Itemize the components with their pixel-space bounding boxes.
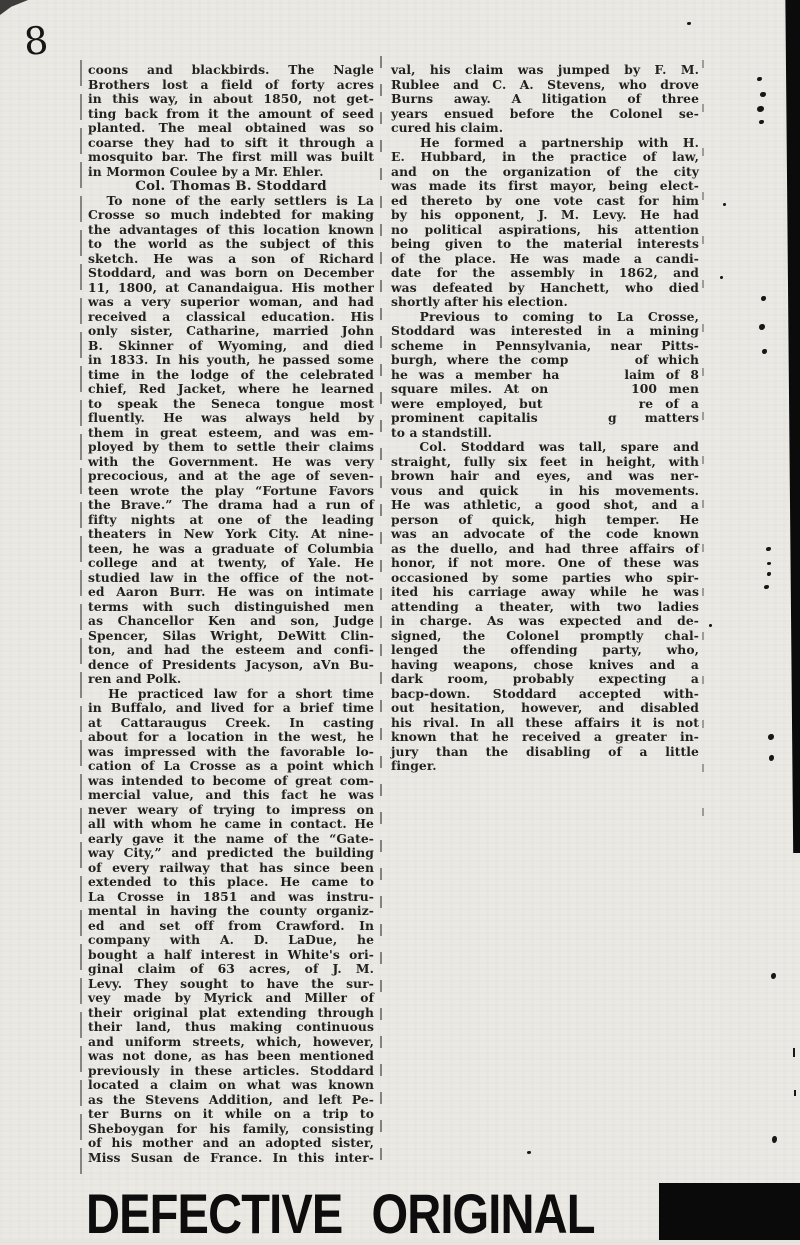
text-line: He practiced law for a short time <box>88 685 374 701</box>
text-line: mercial value, and this fact he was <box>88 787 374 802</box>
text-line: early gave it the name of the “Gate- <box>88 830 374 846</box>
text-line: ren and Polk. <box>88 671 182 686</box>
text-line: teen, he was a graduate of Columbia <box>88 540 374 556</box>
text-line: fluently. He was always held by <box>88 410 374 425</box>
article-paragraph <box>391 136 699 310</box>
article-heading <box>88 179 374 194</box>
text-line: mental in having the county organiz- <box>88 903 374 918</box>
text-line: Sheboygan for his family, consisting <box>88 1120 374 1136</box>
ink-speck <box>767 562 771 565</box>
ink-speck <box>757 77 762 81</box>
text-line: ployed by them to settle their claims <box>88 439 374 454</box>
text-line: val, his claim was jumped by F. M. <box>391 62 699 77</box>
text-line: ed thereto by one vote cast for him <box>391 192 699 208</box>
text-line: all with whom he came in contact. He <box>88 816 374 831</box>
ink-speck <box>771 973 776 979</box>
text-line: He formed a partnership with H. <box>391 134 699 150</box>
text-line: occasioned by some parties who spir- <box>391 569 699 585</box>
text-line: in Buffalo, and lived for a brief time <box>88 700 374 715</box>
text-line: Miss Susan de France. In this inter- <box>88 1149 374 1165</box>
text-line: in charge. As was expected and de- <box>391 613 699 628</box>
clipping-right-rule <box>702 60 704 835</box>
text-line: Brothers lost a field of forty acres <box>88 76 374 92</box>
text-line: as the duello, and had three affairs of <box>391 540 699 556</box>
text-line: about for a location in the west, he <box>88 729 374 744</box>
text-line: previously in these articles. Stoddard <box>88 1062 374 1078</box>
ink-speck <box>772 1136 777 1143</box>
text-line: ting back from it the amount of seed <box>88 105 374 121</box>
text-line: them in great esteem, and was em- <box>88 424 374 440</box>
text-line: precocious, and at the age of seven- <box>88 468 374 483</box>
text-line: square miles. At on 100 men <box>391 381 699 396</box>
text-line: cation of La Crosse as a point which <box>88 758 374 773</box>
text-line: and on the organization of the city <box>391 163 699 179</box>
corner-ink-mark <box>0 0 28 15</box>
text-line: dark room, probably expecting a <box>391 671 699 686</box>
text-line: date for the assembly in 1862, and <box>391 265 699 280</box>
text-line: Stoddard was interested in a mining <box>391 323 699 338</box>
text-line: received a classical education. His <box>88 308 374 324</box>
text-line: as the Stevens Addition, and left Pe- <box>88 1091 374 1107</box>
ink-speck <box>760 92 766 97</box>
ink-speck <box>767 572 771 576</box>
text-line: vous and quick in his movements. <box>391 482 699 498</box>
text-line: Col. Thomas B. Stoddard <box>135 178 327 194</box>
text-line: signed, the Colonel promptly chal- <box>391 627 699 643</box>
text-line: ginal claim of 63 acres, of J. M. <box>88 961 374 976</box>
text-line: at Cattaraugus Creek. In casting <box>88 714 374 730</box>
text-line: studied law in the office of the not- <box>88 569 374 585</box>
text-line: B. Skinner of Wyoming, and died <box>88 337 374 353</box>
scan-corner-black-block <box>659 1183 800 1240</box>
text-line: never weary of trying to impress on <box>88 801 374 817</box>
text-line: out hesitation, however, and disabled <box>391 700 699 715</box>
text-line: his rival. In all these affairs it is not <box>391 714 699 730</box>
text-line: was made its first mayor, being elect- <box>391 178 699 193</box>
text-line: the Brave.” The drama had a run of <box>88 497 374 512</box>
text-line: was an advocate of the code known <box>391 526 699 541</box>
text-line: Rublee and C. A. Stevens, who drove <box>391 76 699 92</box>
text-line: time in the lodge of the celebrated <box>88 366 374 382</box>
text-line: La Crosse in 1851 and was instru- <box>88 888 374 904</box>
ink-speck <box>527 1151 531 1154</box>
text-line: E. Hubbard, in the practice of law, <box>391 149 699 164</box>
text-line: bought a half interest in White's ori- <box>88 946 374 962</box>
text-line: being given to the material interests <box>391 236 699 251</box>
text-line: vey made by Myrick and Miller of <box>88 990 374 1005</box>
ink-speck <box>769 755 774 761</box>
ink-speck <box>720 276 723 279</box>
text-line: Previous to coming to La Crosse, <box>391 308 699 324</box>
scan-edge-mark <box>793 1048 795 1057</box>
text-line: in 1833. In his youth, he passed some <box>88 352 374 367</box>
handwritten-page-number: 8 <box>22 18 51 64</box>
ink-speck <box>768 734 774 740</box>
text-line: Levy. They sought to have the sur- <box>88 975 374 991</box>
text-line: coons and blackbirds. The Nagle <box>88 62 374 77</box>
ink-speck <box>761 296 766 301</box>
ink-speck <box>762 349 767 354</box>
text-line: planted. The meal obtained was so <box>88 120 374 135</box>
text-line: their land, thus making continuous <box>88 1019 374 1034</box>
text-line: fifty nights at one of the leading <box>88 511 374 527</box>
text-line: finger. <box>391 758 437 773</box>
ink-speck <box>687 22 691 25</box>
text-line: no political aspirations, his attention <box>391 221 699 237</box>
text-line: college and at twenty, of Yale. He <box>88 555 374 570</box>
text-line: of every railway that has since been <box>88 859 374 875</box>
text-line: chief, Red Jacket, where he learned <box>88 381 374 396</box>
article-paragraph <box>88 687 374 1166</box>
text-line: ed Aaron Burr. He was on intimate <box>88 584 374 599</box>
text-line: Spencer, Silas Wright, DeWitt Clin- <box>88 627 374 643</box>
text-line: with the Government. He was very <box>88 453 374 469</box>
text-line: located a claim on what was known <box>88 1077 374 1092</box>
text-line: to a standstill. <box>391 424 493 440</box>
text-line: burgh, where the comp of which <box>391 352 699 367</box>
text-line: ter Burns on it while on a trip to <box>88 1106 374 1121</box>
article-paragraph <box>88 194 374 687</box>
ink-speck <box>759 120 764 124</box>
text-line: years ensued before the Colonel se- <box>391 105 699 121</box>
text-line: was intended to become of great com- <box>88 772 374 788</box>
text-line: were employed, but re of a <box>391 395 699 411</box>
text-line: shortly after his election. <box>391 294 568 309</box>
text-line: to the world as the subject of this <box>88 236 374 251</box>
ink-speck <box>757 106 764 112</box>
text-line: teen wrote the play “Fortune Favors <box>88 482 374 498</box>
clipping-left-rule <box>80 60 82 1176</box>
ink-speck <box>764 585 769 589</box>
text-line: person of quick, high temper. He <box>391 511 699 527</box>
text-line: only sister, Catharine, married John <box>88 323 374 338</box>
ink-speck <box>766 547 771 551</box>
text-line: known that he received a greater in- <box>391 729 699 744</box>
text-line: having weapons, chose knives and a <box>391 656 699 672</box>
text-line: extended to this place. He came to <box>88 874 374 889</box>
text-line: theaters in New York City. At nine- <box>88 526 374 541</box>
article-paragraph <box>88 63 374 179</box>
text-line: to speak the Seneca tongue most <box>88 395 374 411</box>
scan-edge-black-band <box>783 0 800 853</box>
text-line: Stoddard, and was born on December <box>88 265 374 280</box>
article-paragraph <box>391 310 699 441</box>
text-line: He was athletic, a good shot, and a <box>391 497 699 512</box>
text-line: mosquito bar. The first mill was built <box>88 149 374 164</box>
text-line: was a very superior woman, and had <box>88 294 374 309</box>
text-line: To none of the early settlers is La <box>88 192 374 208</box>
ink-speck <box>723 203 726 206</box>
text-line: bacp-down. Stoddard accepted with- <box>391 685 699 701</box>
article-column-right <box>391 63 699 774</box>
text-line: their original plat extending through <box>88 1004 374 1020</box>
text-line: and uniform streets, which, however, <box>88 1033 374 1049</box>
text-line: way City,” and predicted the building <box>88 845 374 860</box>
text-line: ited his carriage away while he was <box>391 584 699 599</box>
text-line: prominent capitalis g matters <box>391 410 699 425</box>
text-line: of the place. He was made a candi- <box>391 250 699 266</box>
text-line: as Chancellor Ken and son, Judge <box>88 613 374 628</box>
text-line: scheme in Pennsylvania, near Pitts- <box>391 337 699 353</box>
text-line: dence of Presidents Jacyson, aVn Bu- <box>88 656 374 672</box>
text-line: terms with such distinguished men <box>88 598 374 614</box>
text-line: he was a member ha laim of 8 <box>391 366 699 382</box>
text-line: attending a theater, with two ladies <box>391 598 699 614</box>
column-divider-rule <box>380 56 382 1176</box>
text-line: was defeated by Hanchett, who died <box>391 279 699 295</box>
article-column-left <box>88 63 374 1165</box>
text-line: Burns away. A litigation of three <box>391 91 699 106</box>
defective-original-stamp: DEFECTIVE ORIGINAL <box>86 1182 595 1245</box>
text-line: lenged the offending party, who, <box>391 642 699 657</box>
text-line: company with A. D. LaDue, he <box>88 932 374 947</box>
ink-speck <box>709 624 712 627</box>
text-line: Crosse so much indebted for making <box>88 207 374 222</box>
text-line: sketch. He was a son of Richard <box>88 250 374 266</box>
text-line: ton, and had the esteem and confi- <box>88 642 374 657</box>
text-line: cured his claim. <box>391 120 504 135</box>
text-line: the advantages of this location known <box>88 221 374 237</box>
scan-edge-mark <box>794 1090 796 1096</box>
text-line: coarse they had to sift it through a <box>88 134 374 150</box>
ink-speck <box>759 324 765 330</box>
text-line: ed and set off from Crawford. In <box>88 917 374 933</box>
text-line: was impressed with the favorable lo- <box>88 743 374 759</box>
text-line: brown hair and eyes, and was ner- <box>391 468 699 483</box>
text-line: in this way, in about 1850, not get- <box>88 91 374 106</box>
text-line: in Mormon Coulee by a Mr. Ehler. <box>88 163 324 179</box>
text-line: jury than the disabling of a little <box>391 743 699 759</box>
text-line: straight, fully six feet in height, with <box>391 453 699 469</box>
text-line: honor, if not more. One of these was <box>391 555 699 570</box>
article-paragraph <box>391 63 699 136</box>
text-line: 11, 1800, at Canandaigua. His mother <box>88 279 374 295</box>
text-line: was not done, as has been mentioned <box>88 1048 374 1063</box>
article-paragraph <box>391 440 699 774</box>
text-line: by his opponent, J. M. Levy. He had <box>391 207 699 222</box>
text-line: Col. Stoddard was tall, spare and <box>391 439 699 454</box>
text-line: of his mother and an adopted sister, <box>88 1135 374 1150</box>
